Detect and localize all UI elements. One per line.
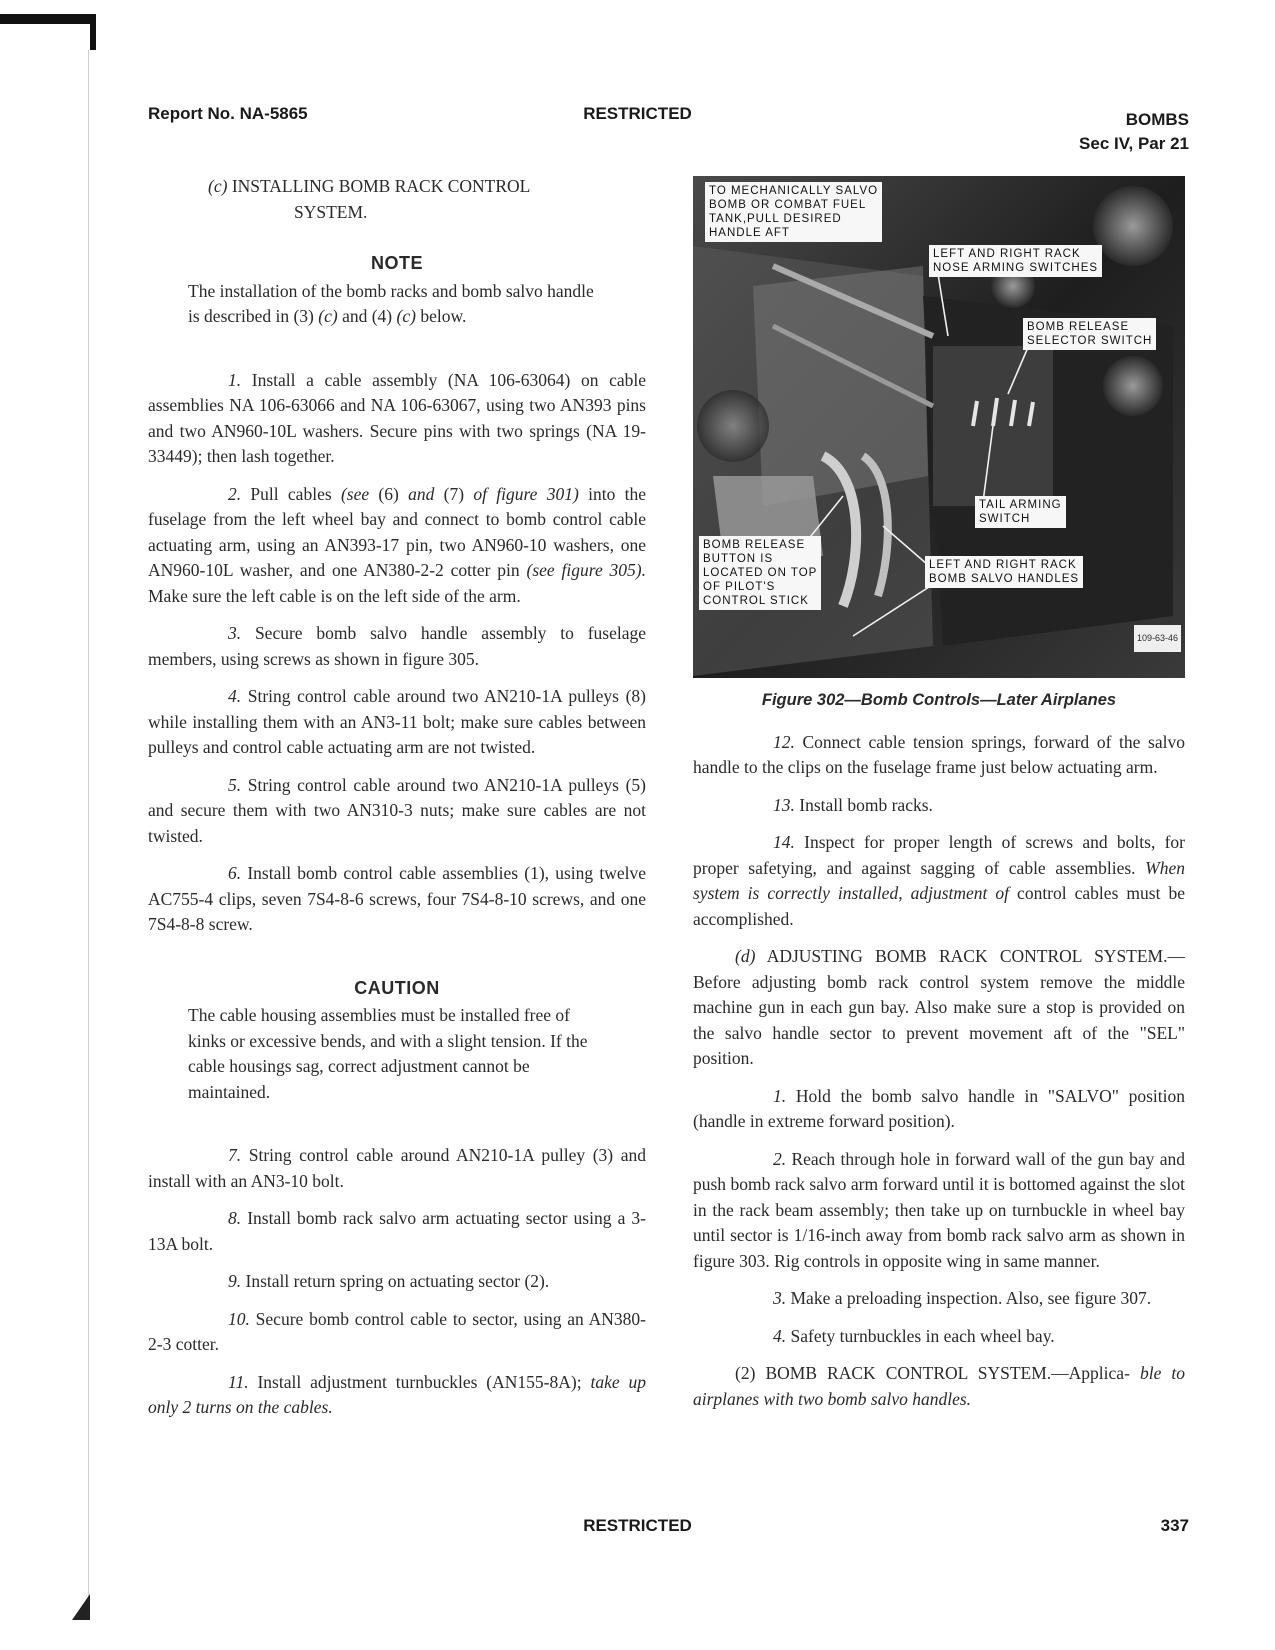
step-2: 2. Pull cables (see (6) and (7) of figure 301) into the fuselage from the left wheel bay and connect to bomb control cable actuating arm, using an AN393-17 pin, two AN960-10 washers, one AN960-10L washer, and one AN380-2-2 cotter pin (see figure 305). Make sure the left cable is on the left side of the arm. (148, 483, 647, 606)
binding-mark (0, 14, 92, 24)
salvo-handle-label: TO MECHANICALLY SALVO BOMB OR COMBAT FUEL TANK,PULL DESIRED HANDLE AFT (705, 182, 882, 242)
nose-arming-switches-label: LEFT AND RIGHT RACK NOSE ARMING SWITCHES (929, 245, 1102, 277)
note-text: The installation of the bomb racks and bomb salvo handle is described in (3) (c) and (4) (c) below. (188, 280, 594, 326)
binding-foot-mark (72, 1594, 90, 1620)
step-d1: 1. Hold the bomb salvo handle in "SALVO" position (handle in extreme forward position). (693, 1085, 1185, 1131)
left-column (148, 174, 646, 1421)
step-9: 9. Install return spring on actuating sector (2). (228, 1271, 550, 1291)
caution-title: CAUTION (354, 977, 440, 998)
step-12: 12. Connect cable tension springs, forward of the salvo handle to the clips on the fuselage frame just below actuating arm. (693, 731, 1185, 777)
step-13: 13. Install bomb racks. (773, 794, 933, 815)
step-10: 10. Secure bomb control cable to sector, using an AN380-2-3 cotter. (148, 1308, 646, 1354)
report-number: Report No. NA-5865 (148, 104, 308, 123)
release-selector-label: BOMB RELEASE SELECTOR SWITCH (1023, 318, 1156, 350)
step-4: 4. String control cable around two AN210-1A pulleys (8) while installing them with an AN3-11 bolt; make sure cables between pulleys and control cable actuating arm are not twisted. (148, 686, 646, 757)
step-d2: 2. Reach through hole in forward wall of the gun bay and push bomb rack salvo arm forward until it is bottomed against the slot in the rack beam assembly; then take up on turnbuckle in wheel bay until sector is 1/16-inch away from bomb rack salvo arm as shown in figure 303. Rig controls in opposite wing in same manner. (693, 1148, 1185, 1271)
step-3: 3. Secure bomb salvo handle assembly to fuselage members, using screws as shown in figure 305. (148, 623, 646, 669)
paragraph-2-title: (2) BOMB RACK CONTROL SYSTEM.—Applica- ble to airplanes with two bomb salvo handles. (693, 1363, 1186, 1409)
step-7: 7. String control cable around AN210-1A pulley (3) and install with an AN3-10 bolt. (148, 1145, 646, 1191)
subsection-d: (d) ADJUSTING BOMB RACK CONTROL SYSTEM.—Before adjusting bomb rack control system remove the middle machine gun in each gun bay. Also make sure a stop is provided on the salvo handle sector to prevent movement aft of the "SEL" position. (693, 946, 1185, 1068)
figure-caption: Figure 302—Bomb Controls—Later Airplanes (761, 691, 1117, 709)
step-6: 6. Install bomb control cable assemblies (1), using twelve AC755-4 clips, seven 7S4-8-6 screws, four 7S4-8-10 screws, and one 7S4-8-8 screw. (148, 863, 646, 934)
page-number: 337 (1160, 1516, 1189, 1535)
section-paragraph: Sec IV, Par 21 (1079, 134, 1189, 153)
step-14: 14. Inspect for proper length of screws and bolts, for proper safetying, and against sagging of cable assemblies. When system is correctly installed, adjustment of control cables must be accomplished. (693, 832, 1185, 929)
figure-code: 109-63-46 (1134, 625, 1181, 653)
note-title: NOTE (370, 253, 423, 273)
step-d3: 3. Make a preloading inspection. Also, see figure 307. (773, 1288, 1152, 1308)
section-title: BOMBS (1125, 110, 1189, 129)
binding-edge (88, 50, 89, 1610)
caution-text: The cable housing assemblies must be installed free of kinks or excessive bends, and with a slight tension. If the cable housings sag, correct adjustment cannot be maintained. (188, 1005, 588, 1102)
step-8: 8. Install bomb rack salvo arm actuating sector using a 3-13A bolt. (148, 1208, 646, 1254)
step-1: 1. Install a cable assembly (NA 106-63064) on cable assemblies NA 106-63066 and NA 106-63067, using two AN393 pins and two AN960-10L washers. Secure pins with two springs (NA 19-33449); then lash together. (148, 369, 646, 466)
section-heading (1079, 108, 1189, 156)
right-column (693, 176, 1185, 1412)
step-d4: 4. Safety turnbuckles in each wheel bay. (773, 1325, 1055, 1346)
step-5: 5. String control cable around two AN210-1A pulleys (5) and secure them with two AN310-3 nuts; make sure cables are not twisted. (148, 774, 646, 846)
header-classification: RESTRICTED (583, 104, 692, 123)
salvo-handles-label: LEFT AND RIGHT RACK BOMB SALVO HANDLES (925, 556, 1083, 588)
release-button-label: BOMB RELEASE BUTTON IS LOCATED ON TOP OF PILOT'S CONTROL STICK (699, 536, 821, 610)
subsection-title: (c) INSTALLING BOMB RACK CONTROL SYSTEM. (208, 176, 531, 222)
step-11: 11. Install adjustment turnbuckles (AN155-8A); take up only 2 turns on the cables. (148, 1371, 646, 1417)
footer-classification: RESTRICTED (583, 1516, 692, 1535)
tail-arming-switch-label: TAIL ARMING SWITCH (975, 496, 1066, 528)
bomb-controls-photo (693, 176, 1185, 678)
